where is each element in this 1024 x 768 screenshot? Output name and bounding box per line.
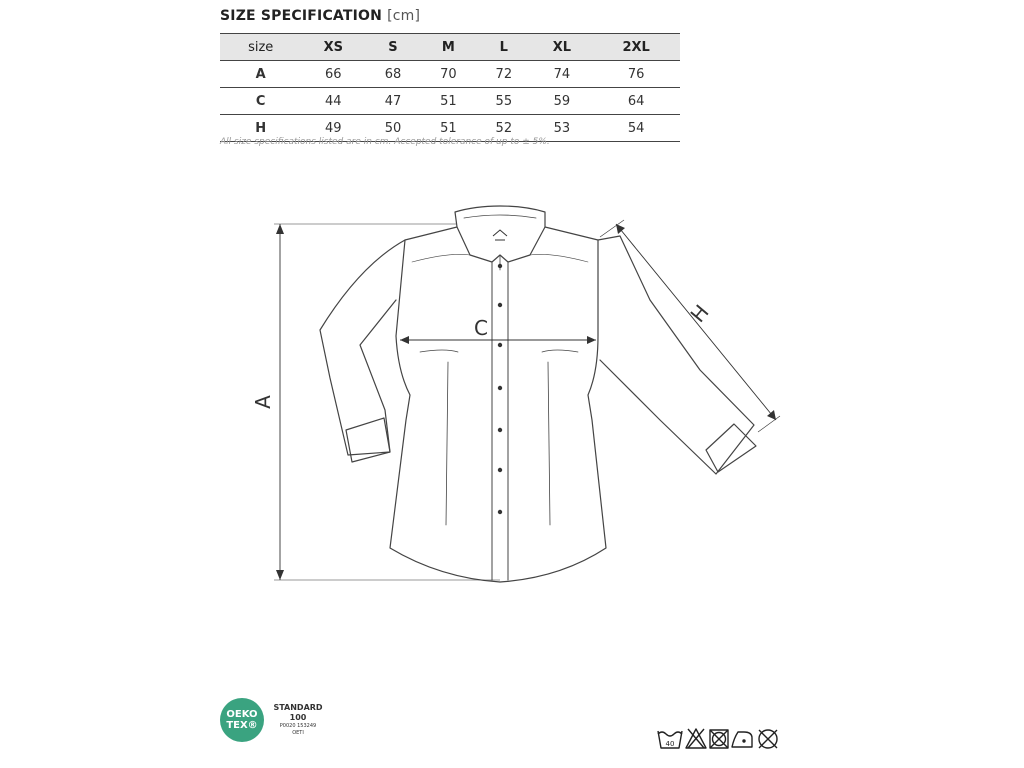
title-unit: [cm] (387, 8, 421, 24)
table-cell: 59 (532, 88, 593, 115)
certificate-institute: OETI (292, 730, 304, 736)
column-header: 2XL (592, 34, 680, 61)
table-cell: 66 (301, 61, 365, 88)
table-cell: 44 (301, 88, 365, 115)
button-icon (498, 468, 502, 472)
table-cell: 68 (365, 61, 420, 88)
right-sleeve (598, 236, 754, 474)
left-sleeve (320, 240, 405, 455)
row-label: A (220, 61, 301, 88)
table-cell: 54 (592, 115, 680, 142)
wash-temp-label: 40 (665, 740, 675, 748)
table-cell: 70 (421, 61, 476, 88)
oeko-tex-standard (268, 703, 328, 737)
brand-label-icon (493, 230, 507, 240)
row-label: H (220, 115, 301, 142)
dimension-line-h (616, 224, 776, 420)
tolerance-note: All size specifications listed are in cm. Accepted tolerance of up to ± 5%. (220, 137, 550, 147)
table-cell: 51 (421, 115, 476, 142)
button-icon (498, 386, 502, 390)
title-text: SIZE SPECIFICATION (220, 8, 383, 24)
button-icon (498, 303, 502, 307)
column-header: S (365, 34, 420, 61)
column-header: XL (532, 34, 593, 61)
standard-label: STANDARD (273, 703, 323, 712)
table-cell: 49 (301, 115, 365, 142)
table-cell: 52 (476, 115, 531, 142)
shirt-collar (455, 206, 545, 262)
oeko-logo-line2: TEX® (226, 720, 258, 731)
button-placket (492, 262, 508, 580)
column-header: M (421, 34, 476, 61)
button-icon (498, 264, 502, 268)
table-cell: 53 (532, 115, 593, 142)
buttons (498, 264, 502, 514)
row-label: C (220, 88, 301, 115)
oeko-tex-logo (220, 698, 264, 742)
table-cell: 55 (476, 88, 531, 115)
button-icon (498, 343, 502, 347)
left-cuff (346, 418, 390, 462)
column-header: size (220, 34, 301, 61)
table-cell: 47 (365, 88, 420, 115)
button-icon (498, 510, 502, 514)
table-cell: 72 (476, 61, 531, 88)
table-cell: 74 (532, 61, 593, 88)
label-a: A (251, 395, 275, 409)
care-symbols (656, 726, 802, 752)
shirt-body-outline (390, 227, 606, 582)
column-header: L (476, 34, 531, 61)
column-header: XS (301, 34, 365, 61)
table-cell: 64 (592, 88, 680, 115)
table-cell: 50 (365, 115, 420, 142)
certificate-code: P0020 153249 (279, 723, 317, 729)
label-h: H (685, 300, 714, 327)
iron-icon (732, 732, 752, 747)
no-dry-clean-icon (759, 730, 777, 748)
label-c: C (474, 316, 488, 340)
no-bleach-icon (686, 729, 706, 748)
button-icon (498, 428, 502, 432)
table-cell: 51 (421, 88, 476, 115)
oeko-logo-line1: OEKO (226, 709, 258, 720)
no-tumble-dry-icon (710, 730, 728, 748)
standard-number: 100 (289, 713, 307, 722)
table-cell: 76 (592, 61, 680, 88)
